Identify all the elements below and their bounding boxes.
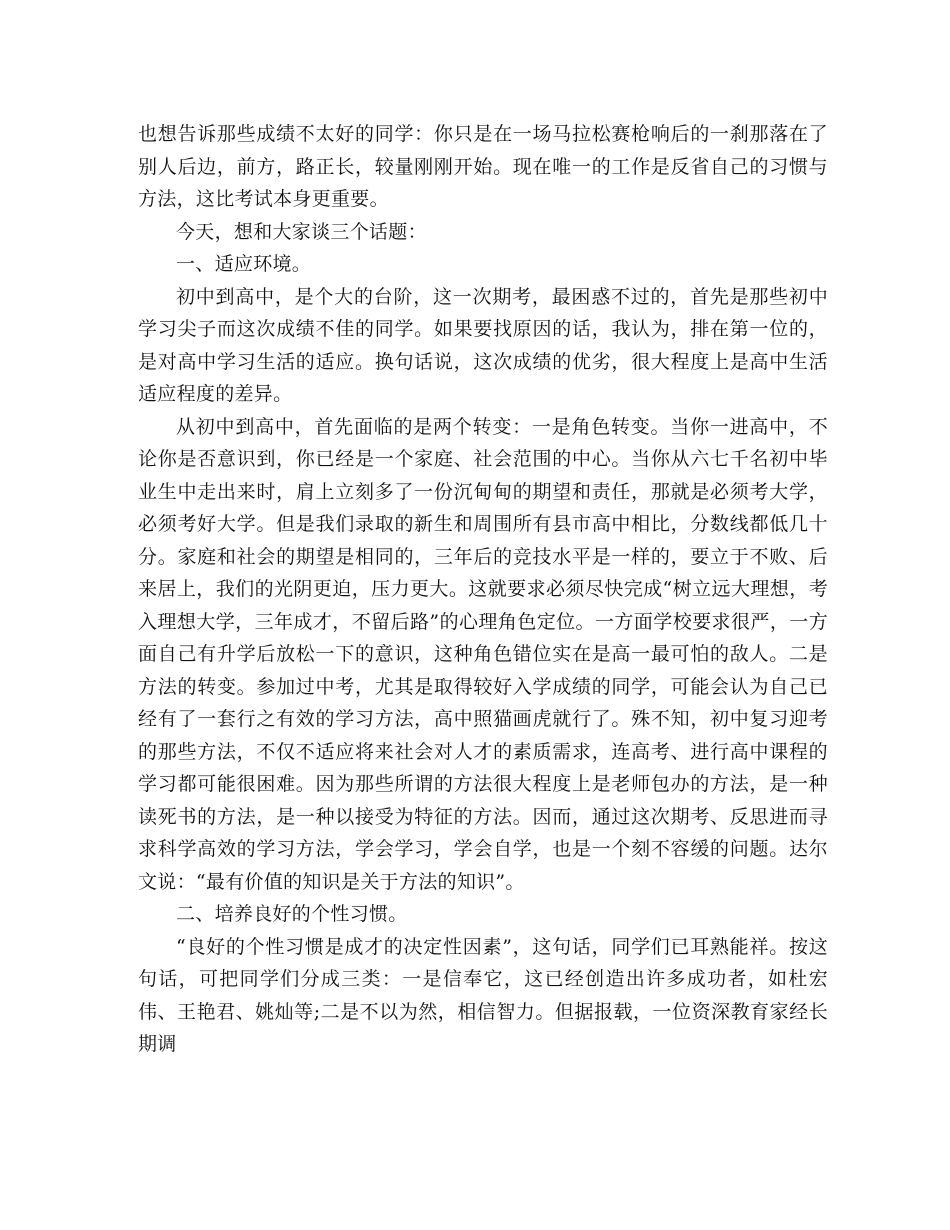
paragraph-transitions: 从初中到高中，首先面临的是两个转变：一是角色转变。当你一进高中，不论你是否意识到，你已经是一个家庭、社会范围的中心。当你从六七千名初中毕业生中走出来时，肩上立刻多了一份沉甸甸的期望和责任，那就是必须考大学，必须考好大学。但是我们录取的新生和周围所有县市高中相比，分数线都低几十分。家庭和社会的期望是相同的，三年后的竞技水平是一样的，要立于不败、后来居上，我们的光阴更迫，压力更大。这就要求必须尽快完成“树立远大理想，考入理想大学，三年成才，不留后路”的心理角色定位。一方面学校要求很严，一方面自己有升学后放松一下的意识，这种角色错位实在是高一最可怕的敌人。二是方法的转变。参加过中考，尤其是取得较好入学成绩的同学，可能会认为自己已经有了一套行之有效的学习方法，高中照猫画虎就行了。殊不知，初中复习迎考的那些方法，不仅不适应将来社会对人才的素质需求，连高考、进行高中课程的学习都可能很困难。因为那些所谓的方法很大程度上是老师包办的方法，是一种读死书的方法，是一种以接受为特征的方法。因而，通过这次期考、反思进而寻求科学高效的学习方法，学会学习，学会自学，也是一个刻不容缓的问题。达尔文说：“最有价值的知识是关于方法的知识”。	[138, 415, 828, 893]
paragraph-habits: “良好的个性习惯是成才的决定性因素”，这句话，同学们已耳熟能祥。按这句话，可把同学们分成三类：一是信奉它，这已经创造出许多成功者，如杜宏伟、王艳君、姚灿等;二是不以为然，相信智力。但据报载，一位资深教育家经长期调	[138, 935, 828, 1055]
section-heading-2: 二、培养良好的个性习惯。	[176, 903, 408, 925]
document-body	[138, 118, 828, 1061]
section-heading-1: 一、适应环境。	[176, 253, 312, 275]
paragraph-intro: 今天，想和大家谈三个话题：	[176, 220, 427, 243]
paragraph-continuation: 也想告诉那些成绩不太好的同学：你只是在一场马拉松赛枪响后的一刹那落在了别人后边，前方，路正长，较量刚刚开始。现在唯一的工作是反省自己的习惯与方法，这比考试本身更重要。	[138, 123, 828, 210]
paragraph-adaptation: 初中到高中，是个大的台阶，这一次期考，最困惑不过的，首先是那些初中学习尖子而这次成绩不佳的同学。如果要找原因的话，我认为，排在第一位的，是对高中学习生活的适应。换句话说，这次成绩的优劣，很大程度上是高中生活适应程度的差异。	[138, 285, 828, 405]
